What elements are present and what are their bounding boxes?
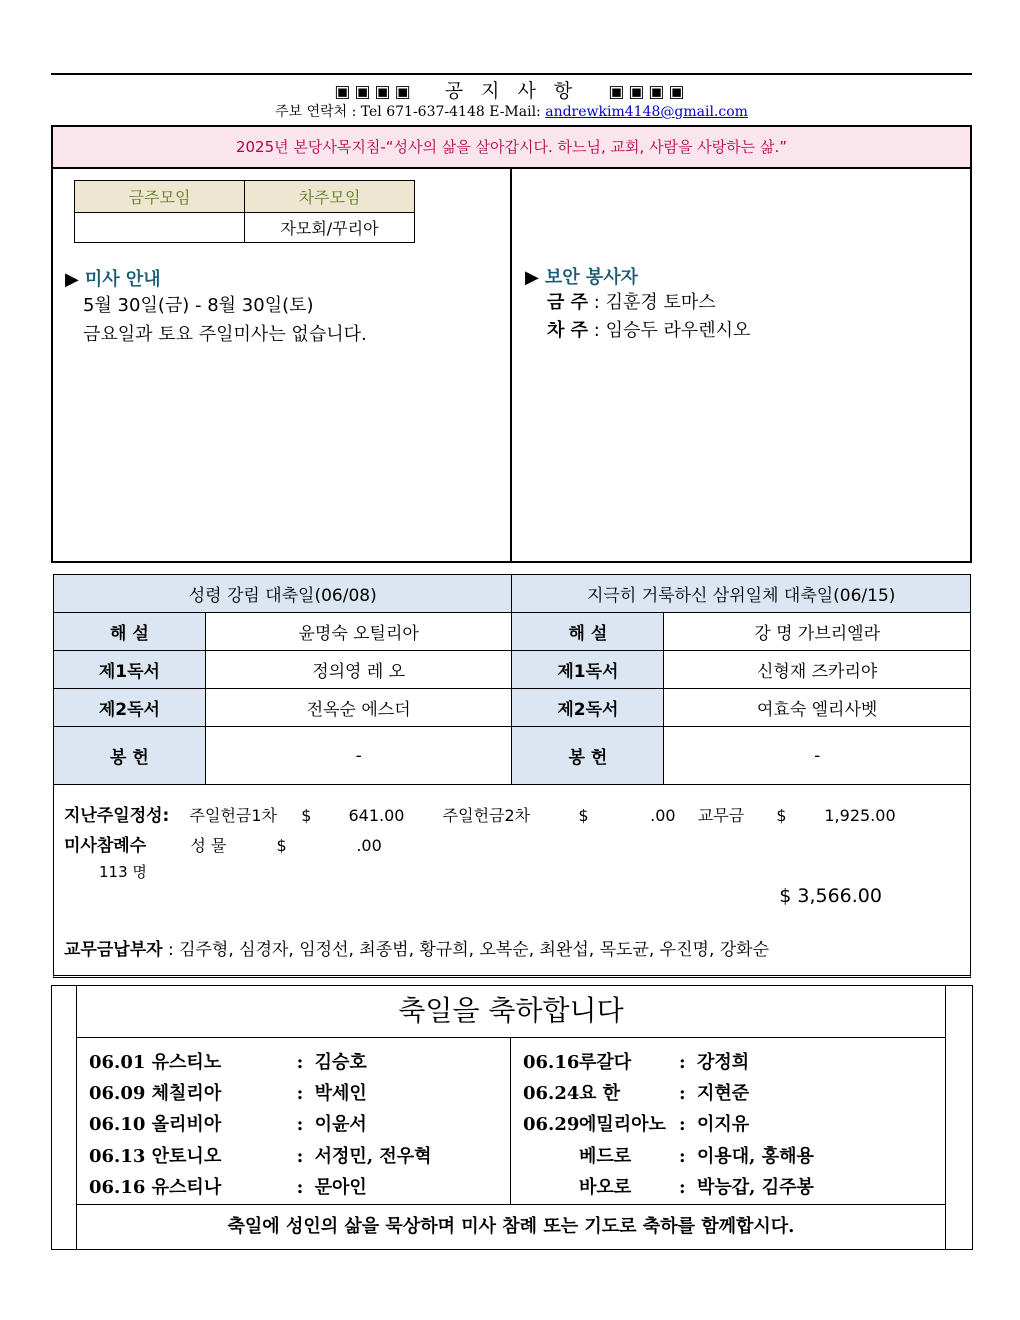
- right-column: [512, 169, 970, 561]
- arrow-right-icon: ▶: [65, 269, 79, 290]
- security-next-label: 차 주: [547, 320, 589, 341]
- mass-notice: [65, 265, 367, 349]
- list-item: 06.24요 한 : 지현준: [523, 1083, 750, 1104]
- list-item: 06.09 체칠리아 : 박세인: [89, 1083, 367, 1104]
- list-item: 06.10 올리비아 : 이윤서: [89, 1114, 367, 1135]
- meeting-table: [74, 180, 415, 243]
- mass-notice-heading: [65, 265, 367, 291]
- role-label: 제1독서: [512, 651, 664, 689]
- attendance-count: 113 명: [99, 863, 147, 881]
- list-item: 06.01 유스티노 : 김승호: [89, 1052, 367, 1073]
- security-this-value: : 김훈경 토마스: [593, 292, 716, 313]
- list-item: 06.16루갈다 : 강정희: [523, 1052, 750, 1073]
- table-row: [54, 613, 971, 651]
- list-item: 06.29에밀리아노 : 이지유: [523, 1114, 750, 1135]
- gift-value: .00: [356, 836, 382, 855]
- security-this-label: 금 주: [547, 292, 589, 313]
- role-right-value: 여효숙 엘리사벳: [664, 689, 971, 727]
- last-sunday-label: 지난주일정성:: [64, 806, 170, 826]
- role-label: 제2독서: [54, 689, 206, 727]
- offering2-value: .00: [650, 806, 676, 825]
- right-feast-header: 지극히 거룩하신 삼위일체 대축일(06/15): [512, 575, 971, 613]
- mass-notice-text: 금요일과 토요 주일미사는 없습니다.: [83, 324, 367, 345]
- table-row: [54, 689, 971, 727]
- list-item: 베드로 : 이용대, 홍해용: [579, 1146, 814, 1167]
- contact-label: 주보 연락처 : Tel 671-637-4148 E-Mail:: [275, 104, 546, 120]
- pastoral-guideline: 2025년 본당사목지침-“성사의 삶을 살아갑시다. 하느님, 교회, 사람을 사랑하는 삶.”: [53, 127, 970, 169]
- decor-boxes-left: ▣▣▣▣: [334, 82, 415, 102]
- role-label: 제2독서: [512, 689, 664, 727]
- left-column: [53, 169, 512, 561]
- next-week-meeting-header: 차주모임: [245, 181, 415, 213]
- feast-title: 축일을 축하합니다: [77, 986, 945, 1038]
- list-item: 06.16 유스티나 : 문아인: [89, 1177, 367, 1198]
- contact-line: [51, 101, 972, 121]
- offering1-currency: $: [301, 806, 312, 825]
- gift-currency: $: [276, 836, 287, 855]
- role-label: 제1독서: [54, 651, 206, 689]
- role-right-value: -: [664, 727, 971, 785]
- list-item: 06.13 안토니오 : 서정민, 전우혁: [89, 1146, 432, 1167]
- this-week-meeting-header: 금주모임: [75, 181, 245, 213]
- dues-label: 교무금: [697, 806, 745, 825]
- offering1-value: 641.00: [348, 806, 405, 825]
- security-next-value: : 임승두 라우렌시오: [593, 320, 751, 341]
- security-title: 보안 봉사자: [544, 267, 639, 288]
- role-label: 봉 헌: [512, 727, 664, 785]
- page-title: [51, 76, 972, 103]
- security-this-week: [547, 289, 750, 317]
- offering2-label: 주일헌금2차: [442, 806, 531, 825]
- mass-notice-title: 미사 안내: [84, 269, 161, 290]
- left-feast-header: 성령 강림 대축일(06/08): [54, 575, 512, 613]
- dues-donors: [64, 935, 769, 960]
- feast-left-list: [77, 1038, 511, 1205]
- liturgy-roles-table: [53, 574, 971, 785]
- role-right-value: 강 명 가브리엘라: [664, 613, 971, 651]
- dues-currency: $: [776, 806, 787, 825]
- role-left-value: 윤명숙 오틸리아: [205, 613, 512, 651]
- this-week-meeting-value: [75, 213, 245, 243]
- total-amount: $ 3,566.00: [779, 885, 882, 907]
- list-item: 바오로 : 박능갑, 김주봉: [579, 1177, 814, 1198]
- email-link[interactable]: andrewkim4148@gmail.com: [545, 104, 748, 120]
- liturgy-finance-box: [53, 574, 971, 978]
- offering1-label: 주일헌금1차: [189, 806, 277, 825]
- role-left-value: -: [205, 727, 512, 785]
- title-text: 공 지 사 항: [444, 80, 579, 102]
- feast-right-list: [511, 1038, 945, 1205]
- feast-day-box: [51, 985, 973, 1250]
- offering2-currency: $: [578, 806, 589, 825]
- donors-label: 교무금납부자: [64, 940, 163, 960]
- security-volunteers: [525, 263, 750, 345]
- security-next-week: [547, 317, 750, 345]
- decor-boxes-right: ▣▣▣▣: [608, 82, 689, 102]
- table-row: [54, 651, 971, 689]
- dues-value: 1,925.00: [824, 806, 896, 825]
- role-label: 봉 헌: [54, 727, 206, 785]
- top-rule: [51, 73, 972, 75]
- offering-row: [64, 801, 896, 826]
- role-label: 해 설: [54, 613, 206, 651]
- donors-list: : 김주형, 심경자, 임정선, 최종범, 황규희, 오복순, 최완섭, 목도균, 우진명, 강화순: [167, 940, 770, 960]
- table-row: [54, 727, 971, 785]
- next-week-meeting-value: 자모회/꾸리아: [245, 213, 415, 243]
- feast-closing-message: 축일에 성인의 삶을 묵상하며 미사 참례 또는 기도로 축하를 함께합시다.: [227, 1216, 795, 1237]
- attendance-row: [64, 831, 382, 856]
- mass-notice-dates: 5월 30일(금) - 8월 30일(토): [83, 295, 314, 316]
- gift-label: 성 물: [190, 836, 227, 855]
- role-left-value: 전옥순 에스더: [205, 689, 512, 727]
- role-left-value: 정의영 레 오: [205, 651, 512, 689]
- role-label: 해 설: [512, 613, 664, 651]
- attendance-label: 미사참례수: [64, 836, 147, 856]
- security-heading: [525, 263, 750, 289]
- notice-box: [51, 125, 972, 563]
- arrow-right-icon: ▶: [525, 267, 539, 288]
- role-right-value: 신형재 즈카리야: [664, 651, 971, 689]
